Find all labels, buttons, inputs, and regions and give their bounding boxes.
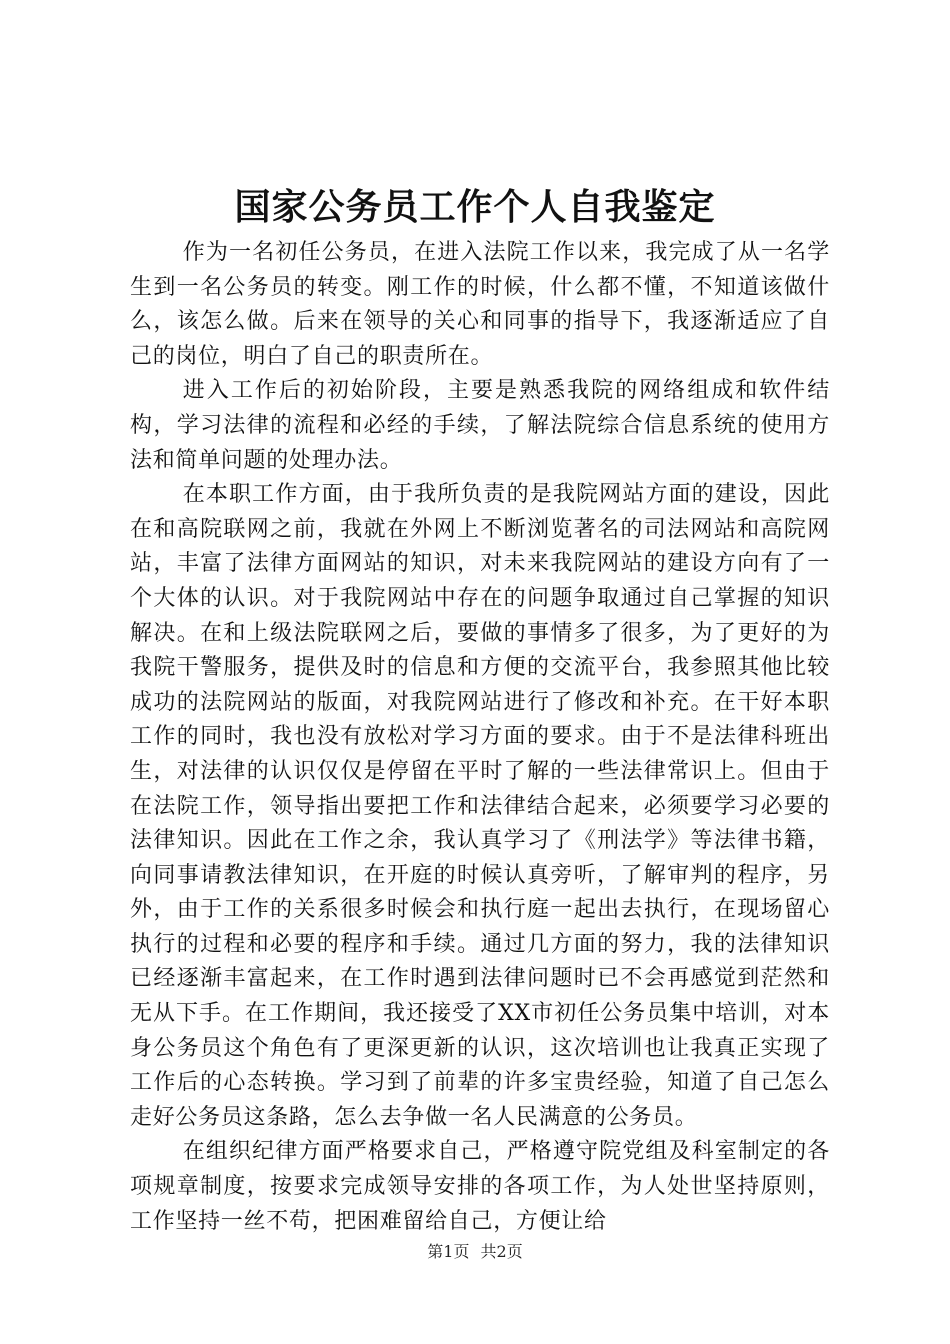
paragraph: 进入工作后的初始阶段，主要是熟悉我院的网络组成和软件结构，学习法律的流程和必经的手续，了解法院综合信息系统的使用方法和简单问题的处理办法。 bbox=[130, 378, 830, 473]
paragraph: 在组织纪律方面严格要求自己，严格遵守院党组及科室制定的各项规章制度，按要求完成领导安排的各项工作，为人处世坚持原则，工作坚持一丝不苟，把困难留给自己，方便让给 bbox=[130, 1139, 830, 1234]
page-total: 共2页 bbox=[480, 1242, 523, 1261]
document-title: 国家公务员工作个人自我鉴定 bbox=[234, 186, 716, 228]
document-body bbox=[130, 236, 830, 1239]
paragraph: 作为一名初任公务员，在进入法院工作以来，我完成了从一名学生到一名公务员的转变。刚工作的时候，什么都不懂，不知道该做什么，该怎么做。后来在领导的关心和同事的指导下，我逐渐适应了自己的岗位，明白了自己的职责所在。 bbox=[130, 240, 830, 369]
page-footer bbox=[0, 1242, 950, 1262]
paragraph: 在本职工作方面，由于我所负责的是我院网站方面的建设，因此在和高院联网之前，我就在外网上不断浏览著名的司法网站和高院网站，丰富了法律方面网站的知识，对未来我院网站的建设方向有了一个大体的认识。对于我院网站中存在的问题争取通过自己掌握的知识解决。在和上级法院联网之后，要做的事情多了很多，为了更好的为我院干警服务，提供及时的信息和方便的交流平台，我参照其他比较成功的法院网站的版面，对我院网站进行了修改和补充。在干好本职工作的同时，我也没有放松对学习方面的要求。由于不是法律科班出生，对法律的认识仅仅是停留在平时了解的一些法律常识上。但由于在法院工作，领导指出要把工作和法律结合起来，必须要学习必要的法律知识。因此在工作之余，我认真学习了《刑法学》等法律书籍，向同事请教法律知识，在开庭的时候认真旁听，了解审判的程序，另外，由于工作的关系很多时候会和执行庭一起出去执行，在现场留心执行的过程和必要的程序和手续。通过几方面的努力，我的法律知识已经逐渐丰富起来，在工作时遇到法律问题时已不会再感觉到茫然和无从下手。在工作期间，我还接受了XX市初任公务员集中培训，对本身公务员这个角色有了更深更新的认识，这次培训也让我真正实现了工作后的心态转换。学习到了前辈的许多宝贵经验，知道了自己怎么走好公务员这条路，怎么去争做一名人民满意的公务员。 bbox=[130, 482, 830, 1130]
page-number: 第1页 bbox=[427, 1242, 470, 1261]
